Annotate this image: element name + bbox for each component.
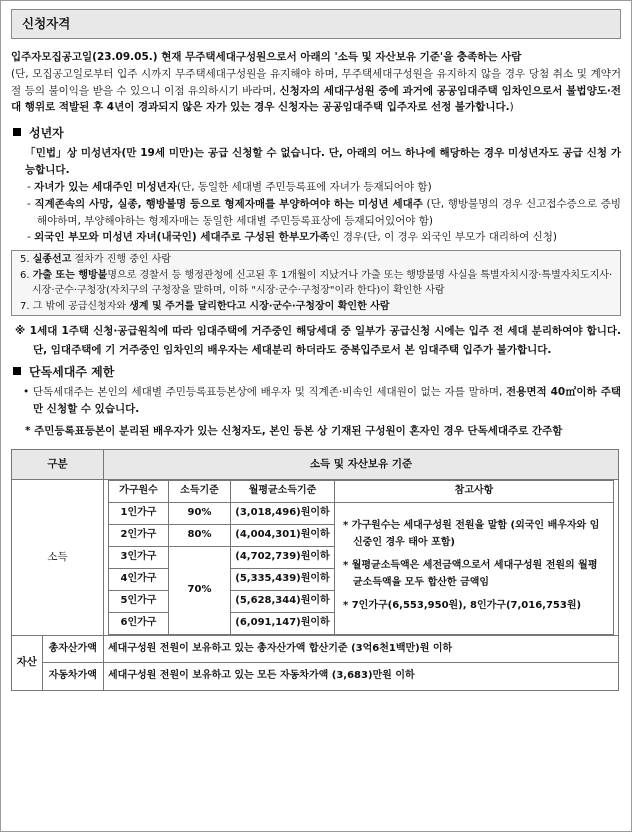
household-size: 5인가구 <box>109 590 169 612</box>
minor-heading-text: 성년자 <box>29 126 64 141</box>
minor-item-1-bold: 자녀가 있는 세대주인 미성년자 <box>34 180 177 193</box>
household-size: 2인가구 <box>109 524 169 546</box>
minor-item-2-bold: 직계존속의 사망, 실종, 행방불명 등으로 형제자매를 부양하여야 하는 미성년 세대주 <box>34 197 423 210</box>
household-size: 1인가구 <box>109 502 169 524</box>
income-pct: 80% <box>169 524 231 546</box>
income-amount: (6,091,147)원이하 <box>231 612 335 634</box>
excerpt-bold-5: 실종선고 <box>32 254 72 266</box>
reference-mark-icon: ※ <box>15 325 26 338</box>
income-label: 소득 <box>12 479 104 635</box>
col-monthly-income: 월평균소득기준 <box>231 480 335 502</box>
asset-name-car: 자동차가액 <box>48 670 97 682</box>
income-amount: (5,628,344)원이하 <box>231 590 335 612</box>
intro-line1: 입주자모집공고일(23.09.05.) 현재 무주택세대구성원으로서 아래의 '소득 및 자산보유 기준'을 충족하는 사람 <box>11 51 522 63</box>
asset-label-cell <box>12 635 104 690</box>
minor-description: 「민법」상 미성년자(만 19세 미만)는 공급 신청할 수 없습니다. 단, 아래의 어느 하나에 해당하는 경우 미성년자도 공급 신청 가능합니다. <box>25 147 621 177</box>
income-cell <box>104 479 619 635</box>
minor-item-1: - 자녀가 있는 세대주인 미성년자(단, 동일한 세대별 주민등록표에 자녀가 등재되어야 함) <box>27 180 432 193</box>
single-star-note: * 주민등록표등본이 분리된 배우자가 있는 신청자도, 본인 등본 상 기재된 구성원이 혼자인 경우 단독세대주로 간주함 <box>25 424 563 437</box>
excerpt-bold-7: 생계 및 주거를 달리한다고 시장·군수·구청장이 확인한 사람 <box>129 300 390 312</box>
single-text-bold: 전용면적 40㎡이하 주택만 신청할 수 있습니다. <box>33 386 621 415</box>
household-size: 6인가구 <box>109 612 169 634</box>
section-title: 신청자격 <box>11 9 621 39</box>
intro-part2: (단, 모집공고일로부터 입주 시까지 무주택세대구성원을 유지해야 하며, 무주택세대구성원을 유지하지 않을 경우 당첨 취소 및 계약거절 등의 불이익을 받을 수 있으니 이점 유의하시기 바라며, <box>11 67 621 97</box>
asset-text-car: 세대구성원 전원이 보유하고 있는 모든 자동차가액 (3,683)만원 이하 <box>104 663 619 691</box>
excerpt-num-6: 6. <box>20 269 33 281</box>
criteria-header-row <box>12 449 619 479</box>
excerpt-rest-5: 절차가 진행 중인 사람 <box>71 254 172 266</box>
single-text: 단독세대주는 본인의 세대별 주민등록표등본상에 배우자 및 직계존·비속인 세대원이 없는 자를 말하며, <box>32 386 507 399</box>
asset-name-total: 총자산가액 <box>42 636 103 663</box>
minor-item-2-rest: (단, 행방불명의 경우 신고접수증으로 증빙해야하며, 부양해야하는 형제자매는 동일한 세대별 주민등록표상에 등재되어있어야 함) <box>37 197 621 227</box>
minor-item-3: - 외국인 부모와 미성년 자녀(내국인) 세대주로 구성된 한부모가족인 경우(단, 이 경우 외국인 부모가 대리하여 신청) <box>27 231 558 244</box>
intro-part4: ) <box>509 101 514 114</box>
excerpt-item-7 <box>18 299 614 315</box>
col-gubun: 구분 <box>12 449 104 479</box>
excerpt-box <box>11 250 621 316</box>
minor-item-3-bold: 외국인 부모와 미성년 자녀(내국인) 세대주로 구성된 한부모가족 <box>34 231 330 244</box>
excerpt-num-7: 7. <box>20 300 33 312</box>
col-income-criteria: 소득기준 <box>169 480 231 502</box>
note-item: * 가구원수는 세대구성원 전원을 말함 (외국인 배우자와 임신중인 경우 태아 포함) <box>343 519 600 548</box>
criteria-table <box>11 449 619 691</box>
household-size: 4인가구 <box>109 568 169 590</box>
single-heading <box>11 363 621 382</box>
excerpt-rest-6: 명으로 경찰서 등 행정관청에 신고된 후 1개월이 지났거나 가출 또는 행방불명 사실을 특별자치시장·특별자치도지사·시장·군수·구청장(자치구의 구청장을 말하며, 이하 "시장·군수·구청장"이라 한다)이 확인한 사람 <box>32 269 613 297</box>
household-note <box>11 322 621 359</box>
income-pct: 90% <box>169 502 231 524</box>
excerpt-num-5: 5. <box>20 254 33 266</box>
excerpt-rest0-7: 그 밖에 공급신청자와 <box>32 300 130 312</box>
minor-heading <box>11 124 621 143</box>
excerpt-item-5 <box>18 252 614 268</box>
minor-item-2: - 직계존속의 사망, 실종, 행방불명 등으로 형제자매를 부양하여야 하는 미성년 세대주 (단, 행방불명의 경우 신고접수증으로 증빙해야하며, 부양해야하는 형제자매는 동일한 세대별 주민등록표상에 등재되어있어야 함) <box>27 197 621 227</box>
black-square-icon <box>13 367 21 375</box>
minor-item-3-rest: 인 경우(단, 이 경우 외국인 부모가 대리하여 신청) <box>329 231 558 244</box>
table-row <box>109 502 614 524</box>
income-pct: 70% <box>169 546 231 634</box>
asset-row-car <box>12 663 619 691</box>
col-criteria: 소득 및 자산보유 기준 <box>104 449 619 479</box>
col-household-size: 가구원수 <box>109 480 169 502</box>
income-header-row <box>109 480 614 502</box>
income-table <box>108 480 614 635</box>
notes-cell <box>335 502 614 634</box>
income-amount: (4,702,739)원이하 <box>231 546 335 568</box>
asset-label: 자산 <box>12 636 42 690</box>
single-bullet <box>11 384 621 418</box>
single-heading-text: 단독세대주 제한 <box>29 364 115 379</box>
income-amount: (3,018,496)원이하 <box>231 502 335 524</box>
intro-paragraph <box>11 49 621 116</box>
asset-text-total: 세대구성원 전원이 보유하고 있는 총자산가액 합산기준 (3억6천1백만)원 이하 <box>104 635 619 663</box>
income-amount: (5,335,439)원이하 <box>231 568 335 590</box>
bullet-icon: • <box>23 386 30 399</box>
asset-label-split <box>12 636 103 690</box>
col-notes: 참고사항 <box>335 480 614 502</box>
note-item: * 월평균소득액은 세전금액으로서 세대구성원 전원의 월평균소득액을 모두 합산한 금액임 <box>343 559 598 588</box>
asset-row-total <box>12 635 619 663</box>
minor-item-1-rest: (단, 동일한 세대별 주민등록표에 자녀가 등재되어야 함) <box>176 180 432 193</box>
minor-list <box>11 179 621 246</box>
household-size: 3인가구 <box>109 546 169 568</box>
household-note-text: 1세대 1주택 신청·공급원칙에 따라 임대주택에 거주중인 해당세대 중 일부가 공급신청 시에는 입주 전 세대 분리하여야 합니다. 단, 임대주택에 기 거주중인 임차인의 배우자는 세대분리 하더라도 중복입주로서 본 임대주택 입주가 불가합니다. <box>29 325 621 356</box>
note-item: * 7인가구(6,553,950원), 8인가구(7,016,753원) <box>343 599 582 611</box>
income-amount: (4,004,301)원이하 <box>231 524 335 546</box>
black-square-icon <box>13 128 21 136</box>
intro-part3: 신청자의 세대구성원 중에 과거에 공공임대주택 임차인으로서 불법양도·전대 행위로 적발된 후 4년이 경과되지 않은 자가 있는 경우 신청자는 공공임대주택 입주자로 선정 불가합니다. <box>11 84 621 114</box>
excerpt-item-6 <box>18 268 614 299</box>
income-row <box>12 479 619 635</box>
excerpt-bold-6: 가출 또는 행방불 <box>32 269 108 281</box>
